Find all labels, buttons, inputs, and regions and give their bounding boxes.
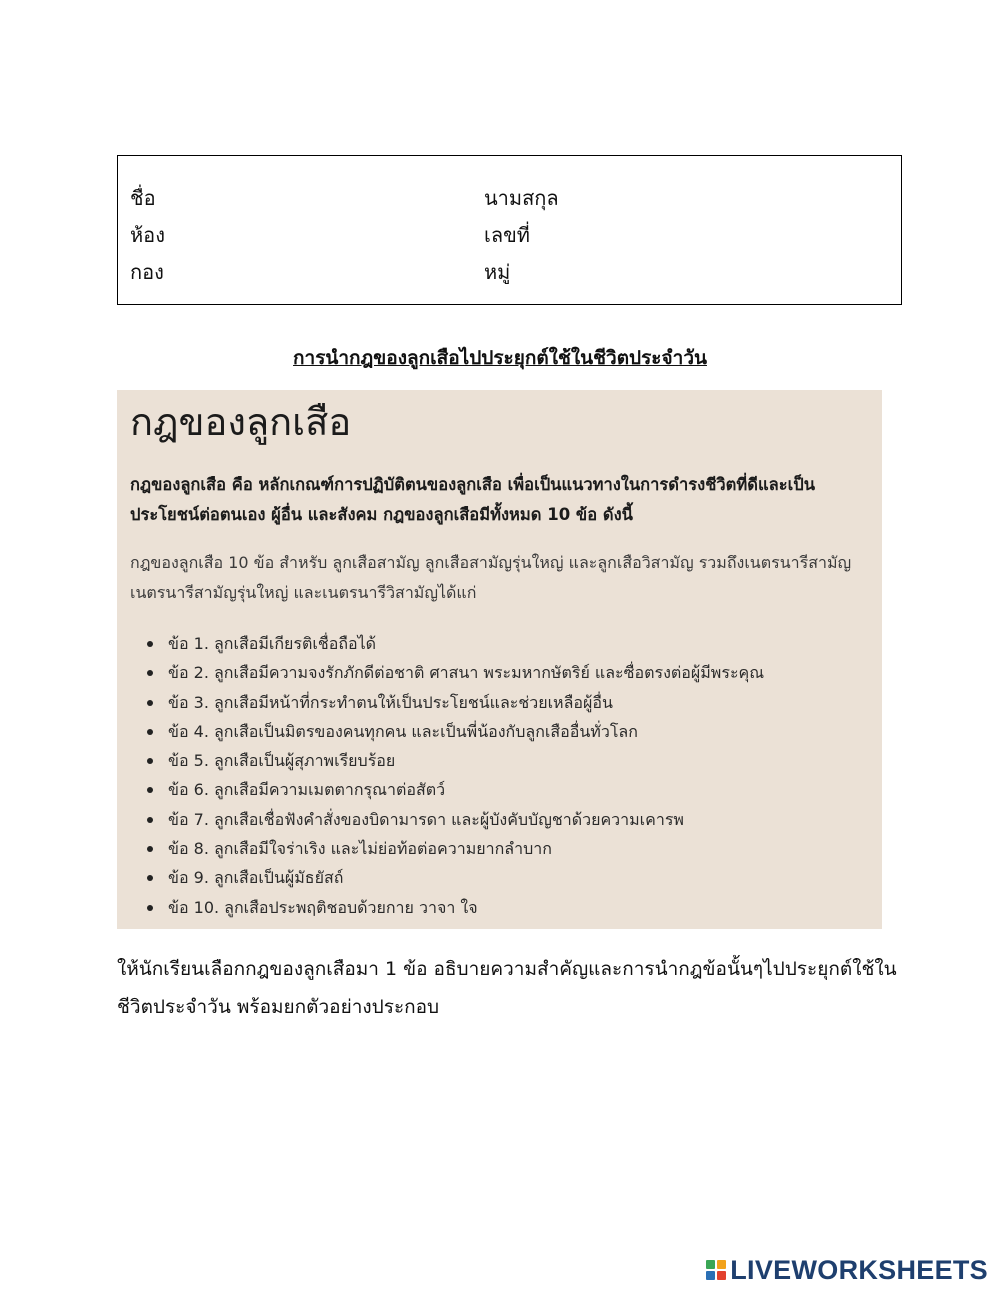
bullet-icon bbox=[147, 729, 153, 735]
rule-text: ข้อ 6. ลูกเสือมีความเมตตากรุณาต่อสัตว์ bbox=[168, 780, 446, 800]
rule-text: ข้อ 7. ลูกเสือเชื่อฟังคำสั่งของบิดามารดา และผู้บังคับบัญชาด้วยความเคารพ bbox=[168, 809, 684, 829]
rule-text: ข้อ 2. ลูกเสือมีความจงรักภักดีต่อชาติ ศาสนา พระมหากษัตริย์ และซื่อตรงต่อผู้มีพระคุณ bbox=[168, 663, 765, 683]
bullet-icon bbox=[147, 875, 153, 881]
rule-text: ข้อ 5. ลูกเสือเป็นผู้สุภาพเรียบร้อย bbox=[168, 751, 396, 771]
room-label: ห้อง bbox=[130, 223, 165, 247]
rule-text: ข้อ 8. ลูกเสือมีใจร่าเริง และไม่ย่อท้อต่อความยากลำบาก bbox=[168, 839, 552, 859]
bullet-icon bbox=[147, 641, 153, 647]
list-item bbox=[130, 893, 870, 922]
bullet-icon bbox=[147, 758, 153, 764]
bullet-icon bbox=[147, 787, 153, 793]
list-item bbox=[130, 805, 870, 834]
rules-intro: กฎของลูกเสือ คือ หลักเกณฑ์การปฏิบัติตนของลูกเสือ เพื่อเป็นแนวทางในการดำรงชีวิตที่ดีและเป็นประโยชน์ต่อตนเอง ผู้อื่น และสังคม กฎของลูกเสือมีทั้งหมด 10 ข้อ ดังนี้ bbox=[130, 475, 815, 524]
rule-text: ข้อ 9. ลูกเสือเป็นผู้มัธยัสถ์ bbox=[168, 868, 344, 888]
list-item bbox=[130, 658, 870, 687]
liveworksheets-logo[interactable] bbox=[706, 1253, 988, 1287]
rules-heading: กฎของลูกเสือ bbox=[130, 400, 352, 444]
rules-list bbox=[130, 629, 870, 922]
logo-square bbox=[706, 1260, 715, 1269]
instruction-text: ให้นักเรียนเลือกกฎของลูกเสือมา 1 ข้อ อธิบายความสำคัญและการนำกฎข้อนั้นๆไปประยุกต์ใช้ในชีวิตประจำวัน พร้อมยกตัวอย่างประกอบ bbox=[117, 958, 897, 1018]
list-item bbox=[130, 746, 870, 775]
bullet-icon bbox=[147, 846, 153, 852]
troop-label: กอง bbox=[130, 260, 164, 284]
bullet-icon bbox=[147, 817, 153, 823]
logo-square bbox=[706, 1271, 715, 1280]
list-item bbox=[130, 688, 870, 717]
bullet-icon bbox=[147, 670, 153, 676]
list-item bbox=[130, 717, 870, 746]
name-label: ชื่อ bbox=[130, 186, 156, 210]
logo-text: LIVEWORKSHEETS bbox=[730, 1255, 988, 1285]
rule-text: ข้อ 4. ลูกเสือเป็นมิตรของคนทุกคน และเป็นพี่น้องกับลูกเสืออื่นทั่วโลก bbox=[168, 721, 638, 741]
page-title: การนำกฎของลูกเสือไปประยุกต์ใช้ในชีวิตประจำวัน bbox=[293, 347, 707, 369]
list-item bbox=[130, 629, 870, 658]
liveworksheets-logo-icon bbox=[706, 1260, 726, 1280]
scout-rules-panel bbox=[117, 390, 882, 929]
list-item bbox=[130, 775, 870, 804]
bullet-icon bbox=[147, 905, 153, 911]
logo-square bbox=[717, 1260, 726, 1269]
number-label: เลขที่ bbox=[484, 223, 530, 247]
surname-label: นามสกุล bbox=[484, 186, 559, 210]
rules-description: กฎของลูกเสือ 10 ข้อ สำหรับ ลูกเสือสามัญ ลูกเสือสามัญรุ่นใหญ่ และลูกเสือวิสามัญ รวมถึงเนตรนารีสามัญ เนตรนารีสามัญรุ่นใหญ่ และเนตรนารีวิสามัญได้แก่ bbox=[130, 553, 852, 602]
bullet-icon bbox=[147, 700, 153, 706]
rule-text: ข้อ 1. ลูกเสือมีเกียรติเชื่อถือได้ bbox=[168, 634, 377, 653]
student-info-box bbox=[117, 155, 902, 305]
rule-text: ข้อ 3. ลูกเสือมีหน้าที่กระทำตนให้เป็นประโยชน์และช่วยเหลือผู้อื่น bbox=[168, 692, 613, 712]
patrol-label: หมู่ bbox=[484, 260, 511, 284]
logo-square bbox=[717, 1271, 726, 1280]
list-item bbox=[130, 834, 870, 863]
list-item bbox=[130, 863, 870, 892]
rule-text: ข้อ 10. ลูกเสือประพฤติชอบด้วยกาย วาจา ใจ bbox=[168, 897, 478, 917]
